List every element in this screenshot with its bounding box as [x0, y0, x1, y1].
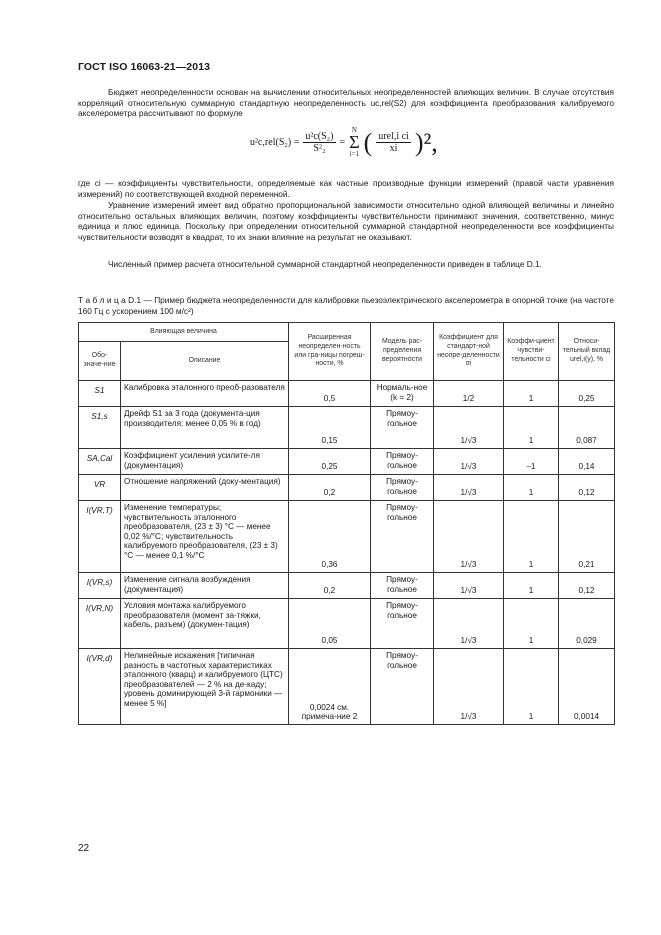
formula-close-paren: )², [414, 127, 438, 157]
cell-model: Прямоу-гольное [371, 649, 434, 725]
cell-coef: 1/√3 [434, 501, 504, 573]
cell-contrib: 0,12 [559, 573, 615, 599]
formula-equals: = [339, 137, 346, 148]
cell-description: Дрейф S1 за 3 года (документа-ция производителя: менее 0,05 % в год) [121, 407, 289, 449]
sum-upper: N [351, 126, 357, 134]
cell-contrib: 0,21 [559, 501, 615, 573]
cell-expanded: 0,0024 см. примеча-ние 2 [289, 649, 371, 725]
paragraph-intro: Бюджет неопределенности основан на вычислении относительных неопределенностей влияющих величин. В случае отсутствия корреляций относительную суммарную стандартную неопределенность uc,rel(S2) для коэффициента преобразования калибруемого акселерометра рассчитывают по формуле [78, 87, 614, 119]
formula-inner-fraction [376, 131, 411, 154]
table-row [79, 475, 615, 501]
formula-lhs: u²c,rel(S₂) = [250, 137, 300, 148]
uncertainty-budget-table [78, 322, 615, 725]
sum-sign: Σ [349, 132, 360, 152]
header-relative-contribution: Относи-тельный вклад urel,i(y), % [559, 323, 615, 381]
table-row [79, 449, 615, 475]
header-expanded-uncertainty: Расширенная неопределен-ность или гра-ницы погреш-ности, % [289, 323, 371, 381]
header-distribution-model: Модель рас-пределения вероятности [371, 323, 434, 381]
formula-numerator: u²c(S₂) [305, 131, 334, 142]
cell-model: Прямоу-гольное [371, 501, 434, 573]
sum-lower: i=1 [349, 150, 360, 158]
cell-description: Нелинейные искажения [типичная разность в частотных характеристиках эталонного (кварц) и калибруемого (ЦТС) преобразователей — 2 % на де-каду; уровень доминирующей 3-й гармоники — менее 5 %] [121, 649, 289, 725]
cell-contrib: 0,0014 [559, 649, 615, 725]
cell-description: Изменение сигнала возбуждения (документация) [121, 573, 289, 599]
cell-coef: 1/√3 [434, 449, 504, 475]
cell-sens: 1 [504, 599, 559, 649]
cell-symbol: I(VR,T) [79, 501, 121, 573]
uncertainty-formula [250, 127, 438, 158]
cell-coef: 1/√3 [434, 599, 504, 649]
cell-description: Калибровка эталонного преоб-разователя [121, 381, 289, 407]
cell-contrib: 0,14 [559, 449, 615, 475]
cell-coef: 1/√3 [434, 407, 504, 449]
paragraph-where: где ci — коэффициенты чувствительности, определяемые как частные производные функции измерений (правой части уравнения измерений) по соответствующей входной переменной. [78, 178, 614, 199]
cell-expanded: 0,15 [289, 407, 371, 449]
page-number: 22 [78, 843, 90, 854]
paragraph-example: Численный пример расчета относительной суммарной стандартной неопределенности приведен в таблице D.1. [108, 259, 542, 269]
cell-model: Нормаль-ное (k = 2) [371, 381, 434, 407]
table-row [79, 599, 615, 649]
table-row [79, 407, 615, 449]
cell-symbol: I(VR,d) [79, 649, 121, 725]
cell-sens: 1 [504, 573, 559, 599]
cell-contrib: 0,12 [559, 475, 615, 501]
table-body [79, 381, 615, 725]
cell-model: Прямоу-гольное [371, 407, 434, 449]
cell-sens: 1 [504, 649, 559, 725]
cell-symbol: I(VR,N) [79, 599, 121, 649]
document-header: ГОСТ ISO 16063-21—2013 [78, 61, 211, 73]
header-influence-quantity: Влияющая величина [79, 323, 289, 342]
cell-symbol: S1 [79, 381, 121, 407]
paragraph-equation: Уравнение измерений имеет вид обратно пропорциональной зависимости относительно одной влияющей величины и линейно относительно остальных влияющих величин, поэтому коэффициенты чувствительности принимают значения, соответственно, минус единица и плюс единица. Поскольку при определении относительной суммарной стандартной неопределенности все коэффициенты чувствительности возводят в квадрат, то их знаки влияние на результат не оказывают. [78, 200, 614, 242]
cell-symbol: S1,s [79, 407, 121, 449]
cell-expanded: 0,5 [289, 381, 371, 407]
inner-numerator: urel,i ci [378, 131, 409, 142]
cell-description: Условия монтажа калибруемого преобразователя (момент за-тяжки, кабель, разъем) (докумен-тация) [121, 599, 289, 649]
table-caption: Т а б л и ц а D.1 — Пример бюджета неопределенности для калибровки пьезоэлектрического акселерометра в опорной точке (на частоте 160 Гц с ускорением 100 м/с²) [78, 295, 614, 316]
cell-expanded: 0,2 [289, 475, 371, 501]
cell-coef: 1/√3 [434, 649, 504, 725]
cell-expanded: 0,2 [289, 573, 371, 599]
cell-model: Прямоу-гольное [371, 599, 434, 649]
cell-model: Прямоу-гольное [371, 475, 434, 501]
header-description: Описание [121, 342, 289, 381]
formula-fraction [303, 131, 335, 154]
cell-description: Коэффициент усиления усилите-ля (документация) [121, 449, 289, 475]
cell-symbol: I(VR,s) [79, 573, 121, 599]
cell-sens: –1 [504, 449, 559, 475]
table-row [79, 573, 615, 599]
cell-coef: 1/2 [434, 381, 504, 407]
cell-sens: 1 [504, 407, 559, 449]
cell-expanded: 0,25 [289, 449, 371, 475]
formula-open-paren: ( [363, 127, 373, 157]
cell-expanded: 0,05 [289, 599, 371, 649]
header-sensitivity-coefficient: Коэффи-циент чувстви-тельности ci [504, 323, 559, 381]
cell-contrib: 0,029 [559, 599, 615, 649]
cell-description: Изменение температуры; чувствительность эталонного преобразователя, (23 ± 3) °С — менее 0,02 %/°С; чувствительность калибруемого преобразователя, (23 ± 3) °С — менее 0,1 %/°С [121, 501, 289, 573]
cell-sens: 1 [504, 475, 559, 501]
formula-sum [349, 127, 359, 158]
table-row [79, 649, 615, 725]
cell-symbol: VR [79, 475, 121, 501]
cell-model: Прямоу-гольное [371, 573, 434, 599]
cell-sens: 1 [504, 381, 559, 407]
cell-description: Отношение напряжений (доку-ментация) [121, 475, 289, 501]
cell-coef: 1/√3 [434, 475, 504, 501]
cell-symbol: SA,Cal [79, 449, 121, 475]
cell-model: Прямоу-гольное [371, 449, 434, 475]
header-standard-coefficient: Коэффициент для стандарт-ной неопре-деленности σi [434, 323, 504, 381]
inner-denominator: xi [389, 143, 398, 154]
header-symbol: Обо-значе-ние [79, 342, 121, 381]
formula-denominator: S²₂ [313, 143, 326, 154]
table-row [79, 381, 615, 407]
cell-expanded: 0,36 [289, 501, 371, 573]
cell-coef: 1/√3 [434, 573, 504, 599]
cell-sens: 1 [504, 501, 559, 573]
cell-contrib: 0,25 [559, 381, 615, 407]
cell-contrib: 0,087 [559, 407, 615, 449]
table-row [79, 501, 615, 573]
